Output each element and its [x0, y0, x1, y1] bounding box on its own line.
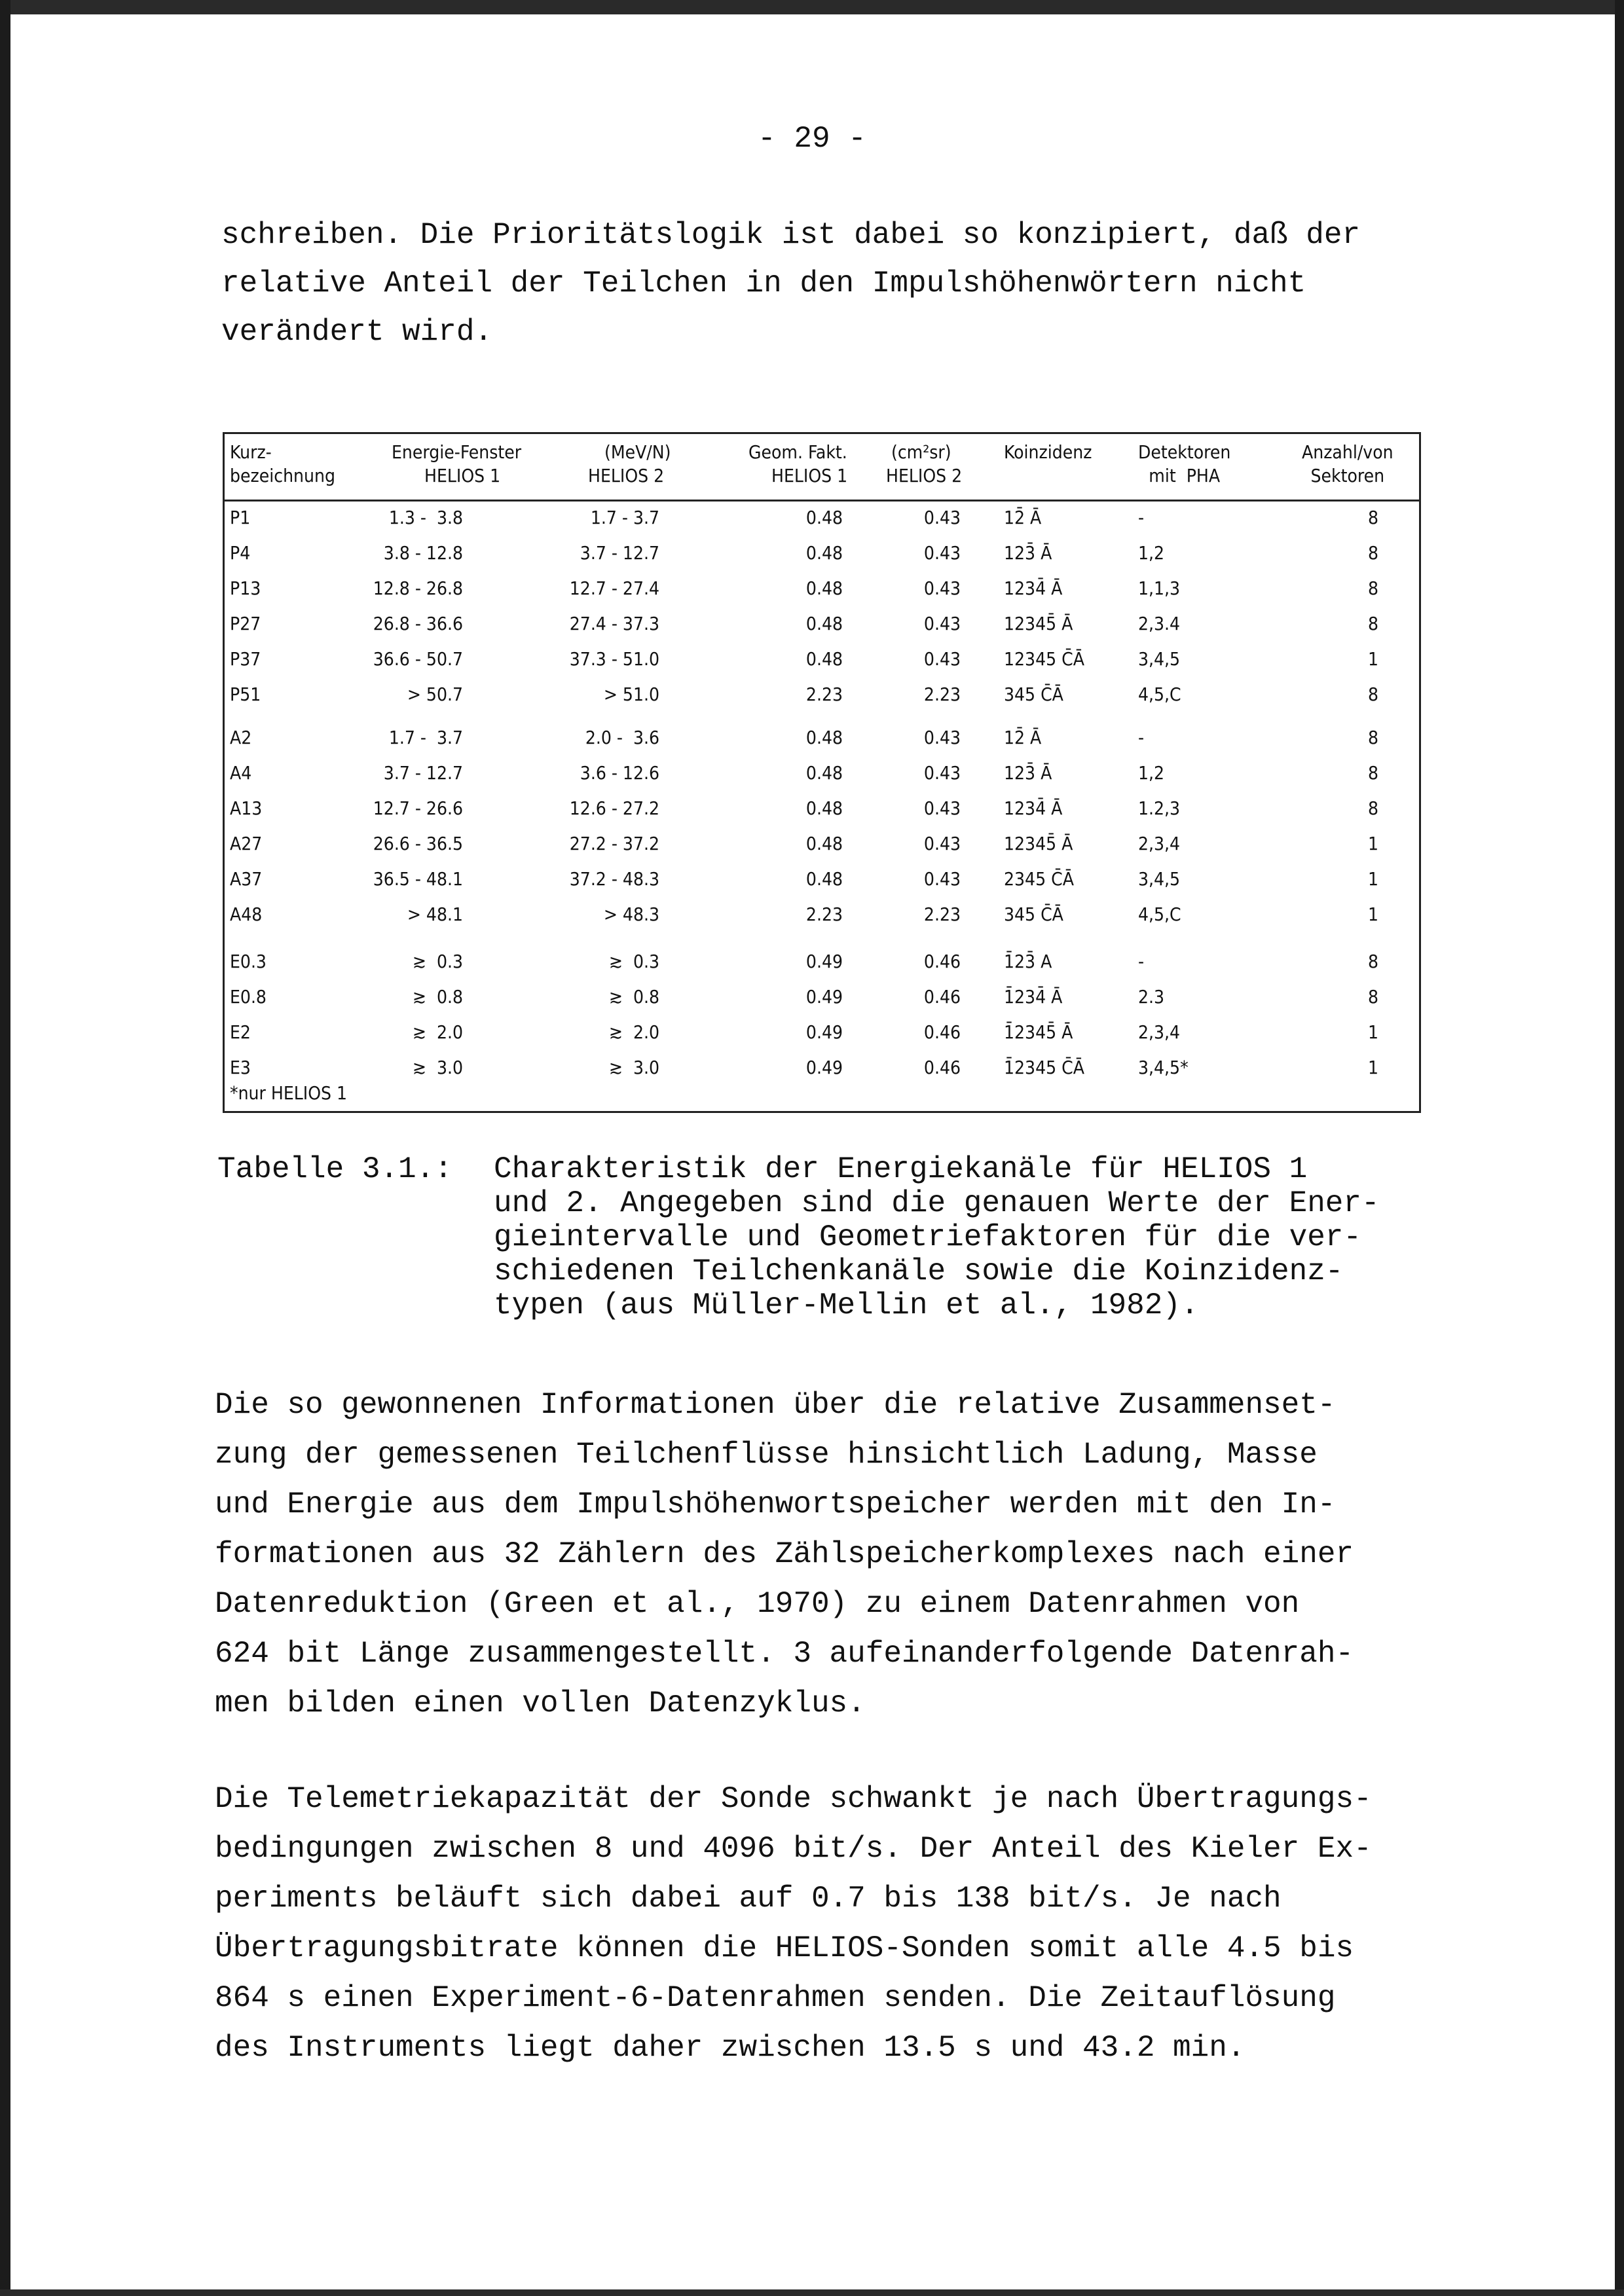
cell-coincidence: 345 C̄Ā	[1004, 683, 1063, 705]
table-row	[225, 573, 1419, 604]
cell-geom-helios2: 2.23	[923, 683, 961, 705]
header-geom-unit: (cm²sr)	[891, 441, 951, 463]
cell-geom-helios2: 0.43	[923, 542, 961, 564]
header-rule	[225, 500, 1419, 501]
cell-coincidence: 123̄ Ā	[1004, 542, 1052, 564]
cell-code: P27	[230, 613, 261, 634]
cell-geom-helios2: 0.46	[923, 1057, 961, 1078]
cell-energy-helios1: > 50.7	[407, 683, 463, 705]
table-row	[225, 828, 1419, 860]
cell-code: A13	[230, 797, 263, 819]
cell-coincidence: 345 C̄Ā	[1004, 903, 1063, 925]
cell-detectors: 2,3.4	[1138, 613, 1181, 634]
cell-energy-helios2: 27.4 - 37.3	[569, 613, 659, 634]
cell-energy-helios2: ≳ 3.0	[608, 1057, 659, 1078]
scan-edge-top	[0, 0, 1624, 14]
cell-detectors: 3,4,5	[1138, 868, 1181, 890]
cell-energy-helios1: 12.8 - 26.8	[373, 577, 463, 599]
header-sectors: Anzahl/von Sektoren	[1302, 441, 1393, 486]
cell-code: A37	[230, 868, 263, 890]
energy-channel-table	[223, 432, 1421, 1113]
cell-sectors: 1	[1367, 1021, 1378, 1043]
cell-sectors: 1	[1367, 648, 1378, 670]
cell-geom-helios1: 2.23	[805, 683, 843, 705]
cell-sectors: 1	[1367, 1057, 1378, 1078]
cell-sectors: 8	[1367, 542, 1378, 564]
cell-energy-helios1: ≳ 0.3	[412, 951, 463, 972]
cell-geom-helios2: 0.46	[923, 1021, 961, 1043]
table-row	[225, 502, 1419, 534]
table-row	[225, 899, 1419, 930]
cell-code: P13	[230, 577, 261, 599]
cell-geom-helios1: 2.23	[805, 903, 843, 925]
table-row	[225, 946, 1419, 977]
cell-code: A2	[230, 727, 252, 748]
caption-label: Tabelle 3.1.:	[217, 1152, 452, 1186]
header-energy: Energie-Fenster	[392, 441, 522, 463]
cell-geom-helios2: 0.43	[923, 507, 961, 528]
cell-geom-helios1: 0.48	[805, 797, 843, 819]
cell-geom-helios2: 0.43	[923, 577, 961, 599]
cell-geom-helios1: 0.48	[805, 507, 843, 528]
header-code: Kurz- bezeichnung	[230, 441, 335, 486]
cell-energy-helios2: 3.7 - 12.7	[580, 542, 659, 564]
cell-energy-helios1: > 48.1	[407, 903, 463, 925]
header-energy-h1: HELIOS 1	[424, 465, 501, 486]
header-geom-h1: HELIOS 1	[771, 465, 848, 486]
cell-coincidence: 12̄ Ā	[1004, 727, 1042, 748]
table-row	[225, 864, 1419, 895]
table-row	[225, 608, 1419, 640]
cell-energy-helios1: 36.5 - 48.1	[373, 868, 463, 890]
cell-detectors: 2.3	[1138, 986, 1165, 1008]
header-geom: Geom. Fakt.	[748, 441, 847, 463]
scan-edge-left	[0, 0, 10, 2296]
cell-geom-helios1: 0.48	[805, 648, 843, 670]
cell-energy-helios2: > 48.3	[603, 903, 659, 925]
table-row	[225, 1052, 1419, 1084]
table-row	[225, 538, 1419, 569]
cell-sectors: 8	[1367, 577, 1378, 599]
cell-coincidence: 12345̄ Ā	[1004, 613, 1073, 634]
cell-coincidence: 1̄2345 C̄Ā	[1004, 1057, 1084, 1078]
cell-sectors: 8	[1367, 762, 1378, 784]
cell-code: E3	[230, 1057, 251, 1078]
cell-coincidence: 1̄234̄ Ā	[1004, 986, 1063, 1008]
intro-paragraph: schreiben. Die Prioritätslogik ist dabei so konzipiert, daß der relative Anteil der Teilchen in den Impulshöhenwörtern nicht verändert wird.	[221, 218, 1361, 349]
cell-energy-helios2: 27.2 - 37.2	[569, 833, 659, 854]
cell-geom-helios2: 2.23	[923, 903, 961, 925]
cell-detectors: 4,5,C	[1138, 903, 1181, 925]
cell-energy-helios1: 26.8 - 36.6	[373, 613, 463, 634]
cell-geom-helios1: 0.49	[805, 986, 843, 1008]
cell-code: A48	[230, 903, 263, 925]
cell-sectors: 1	[1367, 868, 1378, 890]
cell-energy-helios2: 1.7 - 3.7	[590, 507, 659, 528]
cell-energy-helios2: 3.6 - 12.6	[580, 762, 659, 784]
cell-detectors: -	[1138, 951, 1145, 972]
table-row	[225, 793, 1419, 824]
table-footnote: *nur HELIOS 1	[230, 1082, 348, 1104]
scan-edge-bottom	[0, 2289, 1624, 2296]
cell-code: P51	[230, 683, 261, 705]
cell-coincidence: 1̄2345̄ Ā	[1004, 1021, 1073, 1043]
cell-energy-helios2: 12.6 - 27.2	[569, 797, 659, 819]
cell-energy-helios1: 26.6 - 36.5	[373, 833, 463, 854]
cell-coincidence: 12345̄ Ā	[1004, 833, 1073, 854]
cell-detectors: 1.2,3	[1138, 797, 1181, 819]
cell-coincidence: 1234̄ Ā	[1004, 797, 1063, 819]
cell-detectors: 1,2	[1138, 762, 1165, 784]
cell-geom-helios1: 0.48	[805, 577, 843, 599]
header-energy-h2: HELIOS 2	[588, 465, 665, 486]
cell-detectors: -	[1138, 727, 1145, 748]
cell-energy-helios2: > 51.0	[603, 683, 659, 705]
cell-code: P4	[230, 542, 251, 564]
cell-geom-helios2: 0.43	[923, 833, 961, 854]
cell-code: E0.3	[230, 951, 267, 972]
cell-code: A27	[230, 833, 263, 854]
cell-geom-helios1: 0.48	[805, 833, 843, 854]
cell-sectors: 8	[1367, 986, 1378, 1008]
cell-coincidence: 12345 C̄Ā	[1004, 648, 1084, 670]
cell-coincidence: 123̄ Ā	[1004, 762, 1052, 784]
cell-sectors: 8	[1367, 507, 1378, 528]
cell-geom-helios2: 0.43	[923, 797, 961, 819]
cell-code: E2	[230, 1021, 251, 1043]
cell-energy-helios1: 36.6 - 50.7	[373, 648, 463, 670]
cell-geom-helios2: 0.46	[923, 951, 961, 972]
cell-energy-helios1: 3.7 - 12.7	[383, 762, 463, 784]
page-number: - 29 -	[758, 122, 866, 156]
table-row	[225, 679, 1419, 710]
cell-detectors: 1,1,3	[1138, 577, 1181, 599]
cell-detectors: 2,3,4	[1138, 833, 1181, 854]
header-energy-unit: (MeV/N)	[604, 441, 671, 463]
cell-energy-helios1: ≳ 0.8	[412, 986, 463, 1008]
header-detectors: Detektoren mit PHA	[1138, 441, 1231, 486]
scan-edge-right	[1615, 0, 1624, 2296]
table-row	[225, 722, 1419, 754]
cell-energy-helios1: 1.7 - 3.7	[388, 727, 463, 748]
table-row	[225, 981, 1419, 1013]
cell-geom-helios1: 0.49	[805, 951, 843, 972]
cell-code: P1	[230, 507, 251, 528]
table-row	[225, 1017, 1419, 1048]
cell-geom-helios2: 0.43	[923, 868, 961, 890]
cell-geom-helios1: 0.48	[805, 727, 843, 748]
header-geom-h2: HELIOS 2	[886, 465, 963, 486]
cell-coincidence: 1234̄ Ā	[1004, 577, 1063, 599]
cell-energy-helios1: 3.8 - 12.8	[383, 542, 463, 564]
cell-sectors: 1	[1367, 903, 1378, 925]
cell-detectors: 2,3,4	[1138, 1021, 1181, 1043]
cell-energy-helios2: ≳ 0.3	[608, 951, 659, 972]
cell-energy-helios1: ≳ 3.0	[412, 1057, 463, 1078]
cell-code: P37	[230, 648, 261, 670]
cell-geom-helios2: 0.43	[923, 613, 961, 634]
paragraph-data-frames: Die so gewonnenen Informationen über die relative Zusammenset- zung der gemessenen Teilchenflüsse hinsichtlich Ladung, Masse und Energie aus dem Impulshöhenwortspeicher werden mit den In- formationen aus 32 Zählern des Zählspeicherkomplexes nach einer Datenreduktion (Green et al., 1970) zu einem Datenrahmen von 624 bit Länge zusammengestellt. 3 aufeinanderfolgende Datenrah- men bilden einen vollen Datenzyklus.	[215, 1388, 1354, 1721]
header-coincidence: Koinzidenz	[1004, 441, 1092, 463]
cell-geom-helios2: 0.43	[923, 762, 961, 784]
cell-energy-helios2: 37.2 - 48.3	[569, 868, 659, 890]
cell-detectors: 3,4,5*	[1138, 1057, 1189, 1078]
cell-energy-helios1: ≳ 2.0	[412, 1021, 463, 1043]
cell-energy-helios1: 12.7 - 26.6	[373, 797, 463, 819]
cell-energy-helios1: 1.3 - 3.8	[388, 507, 463, 528]
cell-energy-helios2: ≳ 2.0	[608, 1021, 659, 1043]
cell-geom-helios1: 0.48	[805, 542, 843, 564]
cell-coincidence: 1̄23̄ A	[1004, 951, 1052, 972]
cell-coincidence: 2345 C̄Ā	[1004, 868, 1074, 890]
cell-geom-helios1: 0.48	[805, 762, 843, 784]
paragraph-telemetry: Die Telemetriekapazität der Sonde schwankt je nach Übertragungs- bedingungen zwischen 8 und 4096 bit/s. Der Anteil des Kieler Ex- periments beläuft sich dabei auf 0.7 bis 138 bit/s. Je nach Übertragungsbitrate können die HELIOS-Sonden somit alle 4.5 bis 864 s einen Experiment-6-Datenrahmen senden. Die Zeitauflösung des Instruments liegt daher zwischen 13.5 s und 43.2 min.	[215, 1782, 1372, 2065]
cell-geom-helios1: 0.48	[805, 868, 843, 890]
cell-sectors: 1	[1367, 833, 1378, 854]
cell-detectors: 1,2	[1138, 542, 1165, 564]
cell-geom-helios1: 0.49	[805, 1057, 843, 1078]
caption-text: Charakteristik der Energiekanäle für HELIOS 1 und 2. Angegeben sind die genauen Werte der Ener- gieintervalle und Geometriefaktoren für die ver- schiedenen Teilchenkanäle sowie die Koinzidenz- typen (aus Müller-Mellin et al., 1982).	[494, 1152, 1380, 1322]
table-row	[225, 757, 1419, 789]
cell-sectors: 8	[1367, 613, 1378, 634]
cell-energy-helios2: 37.3 - 51.0	[569, 648, 659, 670]
cell-detectors: 4,5,C	[1138, 683, 1181, 705]
cell-detectors: 3,4,5	[1138, 648, 1181, 670]
table-row	[225, 644, 1419, 675]
cell-energy-helios2: 12.7 - 27.4	[569, 577, 659, 599]
cell-coincidence: 12̄ Ā	[1004, 507, 1042, 528]
cell-code: A4	[230, 762, 252, 784]
cell-energy-helios2: ≳ 0.8	[608, 986, 659, 1008]
cell-geom-helios2: 0.43	[923, 727, 961, 748]
cell-sectors: 8	[1367, 727, 1378, 748]
cell-geom-helios2: 0.43	[923, 648, 961, 670]
cell-detectors: -	[1138, 507, 1145, 528]
cell-sectors: 8	[1367, 951, 1378, 972]
cell-code: E0.8	[230, 986, 267, 1008]
cell-geom-helios2: 0.46	[923, 986, 961, 1008]
cell-sectors: 8	[1367, 683, 1378, 705]
cell-sectors: 8	[1367, 797, 1378, 819]
cell-geom-helios1: 0.48	[805, 613, 843, 634]
cell-energy-helios2: 2.0 - 3.6	[585, 727, 659, 748]
cell-geom-helios1: 0.49	[805, 1021, 843, 1043]
